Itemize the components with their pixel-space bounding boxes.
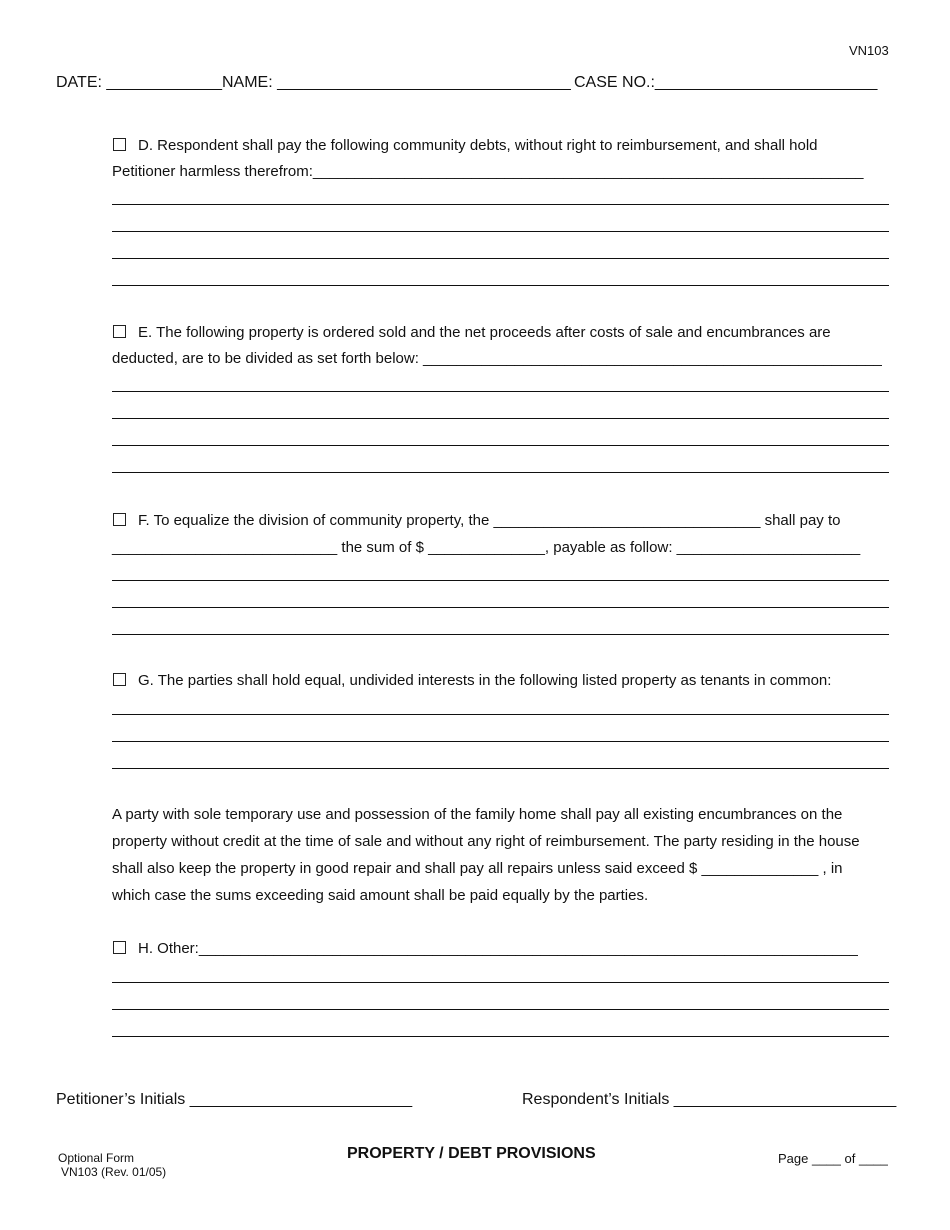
form-id: VN103: [849, 43, 889, 58]
section-d-text: D. Respondent shall pay the following community debts, without right to reimbursement, and shall hold: [138, 137, 818, 154]
section-f-blank-line[interactable]: [112, 607, 889, 608]
section-f-blank-line[interactable]: [112, 580, 889, 581]
section-g-blank-line[interactable]: [112, 741, 889, 742]
section-d-blank-line[interactable]: [112, 231, 889, 232]
section-f-blank-line[interactable]: [112, 634, 889, 635]
family-home-paragraph-line: property without credit at the time of sale and without any right of reimbursement. The party residing in the house: [112, 833, 860, 850]
section-g-blank-line[interactable]: [112, 768, 889, 769]
section-f-checkbox[interactable]: [113, 513, 126, 526]
section-e-text-2[interactable]: deducted, are to be divided as set forth below: _______________________________________________________: [112, 350, 882, 367]
section-e-blank-line[interactable]: [112, 391, 889, 392]
family-home-paragraph-line: A party with sole temporary use and possession of the family home shall pay all existing encumbrances on the: [112, 806, 843, 823]
section-h-checkbox[interactable]: [113, 941, 126, 954]
section-e-checkbox[interactable]: [113, 325, 126, 338]
section-e-blank-line[interactable]: [112, 445, 889, 446]
section-e-blank-line[interactable]: [112, 418, 889, 419]
date-field[interactable]: DATE: _____________: [56, 74, 223, 91]
section-d-text-2[interactable]: Petitioner harmless therefrom:__________________________________________________________________: [112, 163, 864, 180]
page-number[interactable]: Page ____ of ____: [778, 1151, 888, 1166]
section-e-blank-line[interactable]: [112, 472, 889, 473]
section-e-text: E. The following property is ordered sold and the net proceeds after costs of sale and encumbrances are: [138, 324, 831, 341]
optional-form-label: Optional Form: [58, 1151, 135, 1165]
section-d-checkbox[interactable]: [113, 138, 126, 151]
section-h-blank-line[interactable]: [112, 982, 889, 983]
case-number-field[interactable]: CASE NO.:_________________________: [574, 74, 878, 91]
section-g-text: G. The parties shall hold equal, undivided interests in the following listed property as tenants in common:: [138, 672, 832, 689]
name-field[interactable]: NAME: _________________________________: [222, 74, 571, 91]
page-title: PROPERTY / DEBT PROVISIONS: [347, 1145, 596, 1162]
section-h-blank-line[interactable]: [112, 1009, 889, 1010]
family-home-paragraph-line[interactable]: shall also keep the property in good repair and shall pay all repairs unless said exceed $ ______________ , in: [112, 860, 843, 877]
section-g-checkbox[interactable]: [113, 673, 126, 686]
respondent-initials-field[interactable]: Respondent’s Initials _________________________: [522, 1091, 897, 1108]
form-revision: VN103 (Rev. 01/05): [61, 1165, 167, 1179]
section-f-text-2[interactable]: ___________________________ the sum of $ ______________, payable as follow: ______________________: [112, 539, 861, 556]
petitioner-initials-field[interactable]: Petitioner’s Initials _________________________: [56, 1091, 413, 1108]
section-f-text[interactable]: F. To equalize the division of community property, the ________________________________ shall pay to: [138, 512, 841, 529]
section-d-blank-line[interactable]: [112, 285, 889, 286]
section-g-blank-line[interactable]: [112, 714, 889, 715]
section-h-blank-line[interactable]: [112, 1036, 889, 1037]
section-d-blank-line[interactable]: [112, 204, 889, 205]
family-home-paragraph-line: which case the sums exceeding said amount shall be paid equally by the parties.: [112, 887, 649, 904]
section-h-text[interactable]: H. Other:_______________________________________________________________________________: [138, 940, 858, 957]
section-d-blank-line[interactable]: [112, 258, 889, 259]
